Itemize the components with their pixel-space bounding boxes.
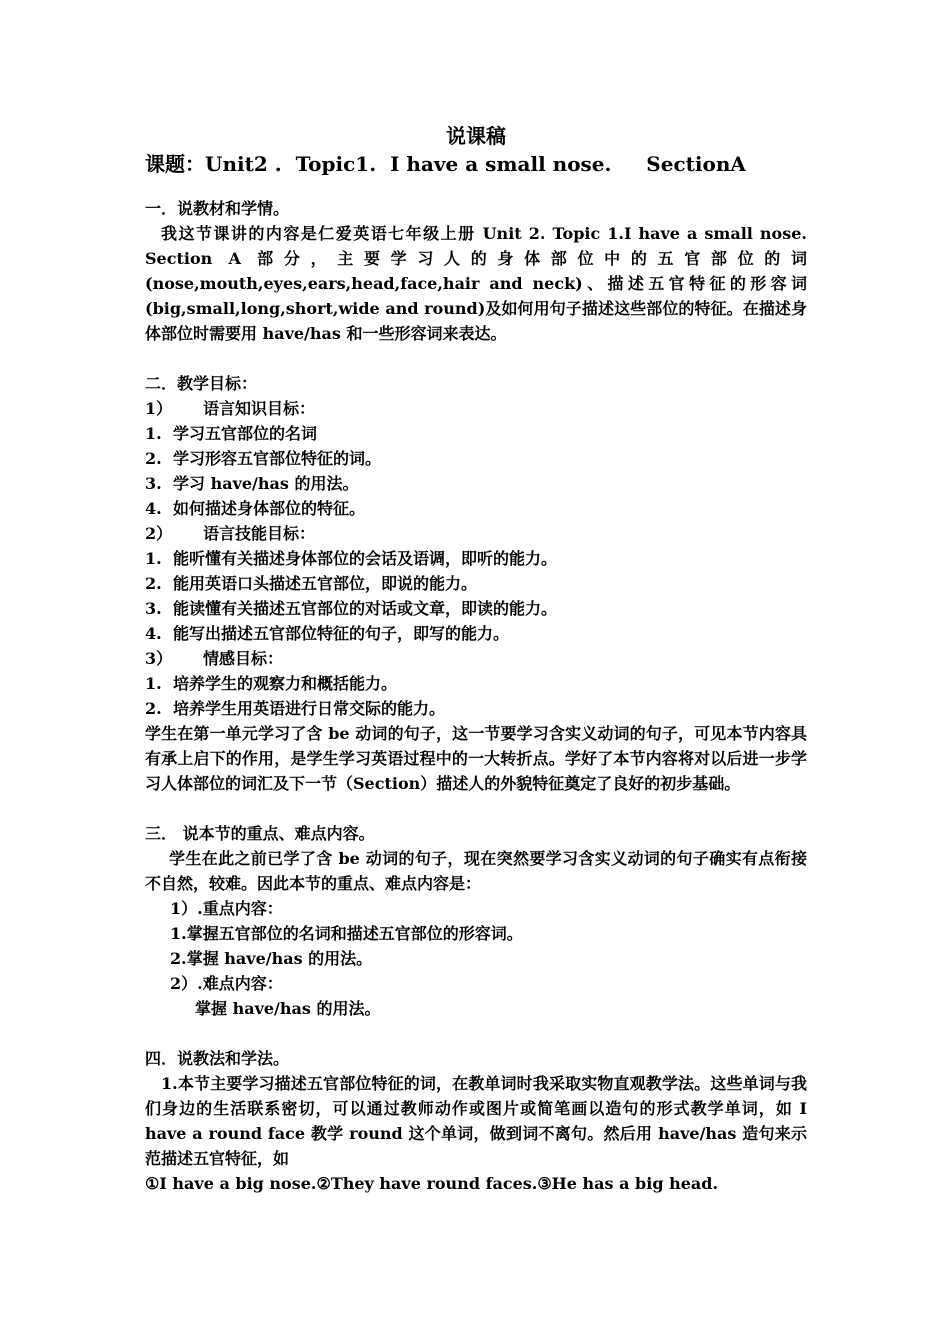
spacer [145,346,807,371]
list-item-number: 1. [145,549,162,568]
goal-1-label: 语言知识目标： [203,399,316,418]
goal-2-label: 语言技能目标： [203,524,316,543]
list-item [145,621,807,646]
list-item [145,671,807,696]
list-item-number: 3. [145,599,162,618]
spacer [145,796,807,821]
key-point-item: 2.掌握 have/has 的用法。 [170,949,373,968]
list-item [145,596,807,621]
list-item-text: 如何描述身体部位的特征。 [173,499,366,518]
list-item-number: 1. [145,674,162,693]
list-item-number: 3. [145,474,162,493]
list-item-text: 学习 have/has 的用法。 [173,474,359,493]
list-item-text: 能用英语口头描述五官部位，即说的能力。 [173,574,478,593]
goal-2-heading [145,521,807,546]
example-sentences: ①I have a big nose.②They have round faces.③He has a big head. [145,1174,719,1193]
difficult-points-label: 2）.难点内容： [170,974,283,993]
key-points-label: 1）.重点内容： [170,899,283,918]
lesson-subject: 课题：Unit2 . Topic1. I have a small nose. SectionA [145,152,746,176]
list-item [145,696,807,721]
list-item [145,496,807,521]
list-item-text: 培养学生用英语进行日常交际的能力。 [173,699,446,718]
document-page [145,122,807,1196]
goal-3-number: 3） [145,649,173,668]
difficult-point-item: 掌握 have/has 的用法。 [195,999,381,1018]
list-item-text: 学习形容五官部位特征的词。 [173,449,382,468]
section-2-paragraph: 学生在第一单元学习了含 be 动词的句子，这一节要学习含实义动词的句子，可见本节内容具有承上启下的作用，是学生学习英语过程中的一大转折点。学好了本节内容将对以后进一步学习人体部位的词汇及下一节（Section）描述人的外貌特征奠定了良好的初步基础。 [145,724,807,793]
goal-3-heading [145,646,807,671]
section-1-paragraph: 我这节课讲的内容是仁爱英语七年级上册 Unit 2. Topic 1.I have a small nose. Section A 部分，主要学习人的身体部位中的五官部位的词(nose,mouth,eyes,ears,head,face,hair and neck)、描述五官特征的形容词(big,small,long,short,wide and round)及如何用句子描述这些部位的特征。在描述身体部位时需要用 have/has 和一些形容词来表达。 [145,224,807,343]
list-item-number: 4. [145,499,162,518]
list-item-number: 1. [145,424,162,443]
list-item [145,446,807,471]
section-4-heading: 四．说教法和学法。 [145,1049,290,1068]
list-item-number: 2. [145,574,162,593]
list-item [145,421,807,446]
goal-3-label: 情感目标： [203,649,284,668]
list-item-text: 能听懂有关描述身体部位的会话及语调，即听的能力。 [173,549,558,568]
section-4-paragraph: 1.本节主要学习描述五官部位特征的词，在教单词时我采取实物直观教学法。这些单词与我们身边的生活联系密切，可以通过教师动作或图片或简笔画以造句的形式教学单词，如 I have a round face 教学 round 这个单词，做到词不离句。然后用 have/has 造句来示范描述五官特征，如 [145,1074,807,1168]
goal-1-heading [145,396,807,421]
section-1-heading: 一．说教材和学情。 [145,199,290,218]
goal-1-number: 1） [145,399,173,418]
goal-2-number: 2） [145,524,173,543]
list-item-text: 能读懂有关描述五官部位的对话或文章，即读的能力。 [173,599,558,618]
list-item [145,546,807,571]
list-item [145,571,807,596]
key-point-item: 1.掌握五官部位的名词和描述五官部位的形容词。 [170,924,523,943]
list-item-number: 2. [145,699,162,718]
section-3-heading: 三． 说本节的重点、难点内容。 [145,824,375,843]
section-2-heading: 二．教学目标： [145,374,258,393]
list-item-number: 4. [145,624,162,643]
list-item [145,471,807,496]
list-item-number: 2. [145,449,162,468]
list-item-text: 能写出描述五官部位特征的句子，即写的能力。 [173,624,510,643]
document-title: 说课稿 [446,124,506,148]
list-item-text: 培养学生的观察力和概括能力。 [173,674,398,693]
section-3-paragraph: 学生在此之前已学了含 be 动词的句子，现在突然要学习含实义动词的句子确实有点衔接不自然，较难。因此本节的重点、难点内容是： [145,849,807,893]
list-item-text: 学习五官部位的名词 [173,424,318,443]
spacer [145,1021,807,1046]
